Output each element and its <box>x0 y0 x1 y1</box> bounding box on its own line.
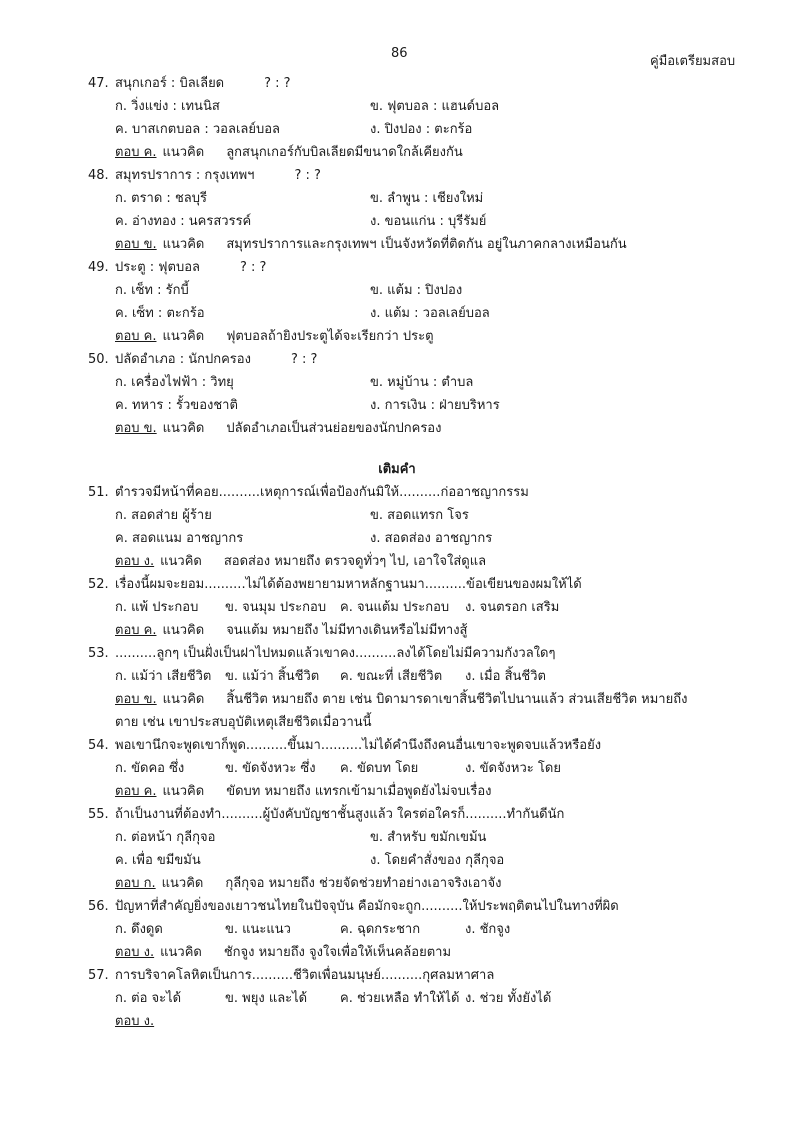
answer-label: ตอบ ข. <box>115 237 157 252</box>
concept-label: แนวคิด <box>161 876 204 891</box>
question-text: ถ้าเป็นงานที่ต้องทำ..........ผู้บังคับบัญชาชั้นสูงแล้ว ใครต่อใครก็..........ทำกันดีนัก <box>115 807 565 822</box>
question-stem <box>88 256 728 279</box>
option-b[interactable]: ข. สำหรับ ขมักเขม้น <box>370 830 487 845</box>
option-b[interactable]: ข. แม้ว่า สิ้นชีวิต <box>225 669 320 684</box>
explanation-text: ลูกสนุกเกอร์กับบิลเลียดมีขนาดใกล้เคียงกัน <box>226 145 463 160</box>
question-text: ประตู : ฟุตบอล <box>115 260 200 275</box>
question-51 <box>88 481 728 573</box>
page-content <box>88 72 728 1033</box>
option-a[interactable]: ก. แม้ว่า เสียชีวิต <box>115 669 212 684</box>
option-c[interactable]: ค. บาสเกตบอล : วอลเลย์บอล <box>115 122 281 137</box>
options-row <box>88 210 728 233</box>
option-d[interactable]: ง. ชักจูง <box>465 922 511 937</box>
question-number: 57. <box>88 968 109 983</box>
question-stem <box>88 72 728 95</box>
option-b[interactable]: ข. สอดแทรก โจร <box>370 508 469 523</box>
question-stem <box>88 164 728 187</box>
question-number: 52. <box>88 577 109 592</box>
answer-label: ตอบ ข. <box>115 692 157 707</box>
option-a[interactable]: ก. สอดส่าย ผู้ร้าย <box>115 508 212 523</box>
question-number: 49. <box>88 260 109 275</box>
option-b[interactable]: ข. ลำพูน : เชียงใหม่ <box>370 191 484 206</box>
question-number: 48. <box>88 168 109 183</box>
explanation-text: จนแต้ม หมายถึง ไม่มีทางเดินหรือไม่มีทางสู้ <box>226 623 468 638</box>
concept-label: แนวคิด <box>162 623 205 638</box>
option-a[interactable]: ก. เซ็ท : รักบี้ <box>115 283 189 298</box>
running-header: คู่มือเตรียมสอบ <box>650 54 736 69</box>
concept-label: แนวคิด <box>162 145 205 160</box>
page-number: 86 <box>391 46 408 61</box>
option-c[interactable]: ค. ทหาร : รั้วของชาติ <box>115 398 238 413</box>
answer-line <box>88 872 728 895</box>
question-text: ปัญหาที่สำคัญยิ่งของเยาวชนไทยในปัจจุบัน คือมักจะถูก..........ให้ประพฤติตนไปในทางที่ผิด <box>115 899 619 914</box>
answer-label: ตอบ ค. <box>115 784 157 799</box>
question-54 <box>88 734 728 803</box>
question-text: สมุทรปราการ : กรุงเทพฯ <box>115 168 255 183</box>
option-a[interactable]: ก. แพ้ ประกอบ <box>115 600 199 615</box>
concept-label: แนวคิด <box>162 784 205 799</box>
answer-label: ตอบ ค. <box>115 145 157 160</box>
option-c[interactable]: ค. เซ็ท : ตะกร้อ <box>115 306 205 321</box>
concept-label: แนวคิด <box>162 692 205 707</box>
question-stem <box>88 481 728 504</box>
answer-label: ตอบ ข. <box>115 421 157 436</box>
question-text: ตำรวจมีหน้าที่คอย..........เหตุการณ์เพื่อป้องกันมิให้..........ก่ออาชญากรรม <box>115 485 529 500</box>
options-row <box>88 371 728 394</box>
question-text: การบริจาคโลหิตเป็นการ..........ชีวิตเพื่อนมนุษย์..........กุศลมหาศาล <box>115 968 495 983</box>
explanation-text: ฟุตบอลถ้ายิงประตูได้จะเรียกว่า ประตู <box>226 329 434 344</box>
section-title: เติมคำ <box>378 462 416 477</box>
option-a[interactable]: ก. วิ่งแข่ง : เทนนิส <box>115 99 220 114</box>
concept-label: แนวคิด <box>162 237 205 252</box>
option-a[interactable]: ก. ขัดคอ ซึ่ง <box>115 761 185 776</box>
answer-label: ตอบ ง. <box>115 945 155 960</box>
answer-line <box>88 1010 728 1033</box>
answer-line <box>88 233 728 256</box>
answer-line <box>88 325 728 348</box>
option-b[interactable]: ข. ฟุตบอล : แฮนด์บอล <box>370 99 500 114</box>
answer-line <box>88 417 728 440</box>
question-47 <box>88 72 728 164</box>
answer-line <box>88 141 728 164</box>
option-c[interactable]: ค. ช่วยเหลือ ทำให้ได้ <box>340 991 460 1006</box>
option-d[interactable]: ง. การเงิน : ฝ่ายบริหาร <box>370 398 500 413</box>
option-d[interactable]: ง. ขอนแก่น : บุรีรัมย์ <box>370 214 487 229</box>
answer-line <box>88 780 728 803</box>
question-52 <box>88 573 728 642</box>
options-row <box>88 527 728 550</box>
option-d[interactable]: ง. ขัดจังหวะ โดย <box>465 761 561 776</box>
option-b[interactable]: ข. แนะแนว <box>225 922 291 937</box>
ratio-placeholder: ? : ? <box>290 352 318 367</box>
answer-label: ตอบ ค. <box>115 623 157 638</box>
explanation-text: ชักจูง หมายถึง จูงใจเพื่อให้เห็นคล้อยตาม <box>223 945 452 960</box>
question-53 <box>88 642 728 734</box>
concept-label: แนวคิด <box>162 329 205 344</box>
question-text: ..........ลูกๆ เป็นฝั่งเป็นฝาไปหมดแล้วเขาคง..........ลงได้โดยไม่มีความกังวลใดๆ <box>115 646 556 661</box>
option-c[interactable]: ค. ฉุดกระชาก <box>340 922 421 937</box>
question-number: 50. <box>88 352 109 367</box>
question-number: 54. <box>88 738 109 753</box>
question-text: สนุกเกอร์ : บิลเลียด <box>115 76 225 91</box>
question-text: เรื่องนี้ผมจะยอม..........ไม่ได้ต้องพยายามหาหลักฐานมา..........ข้อเขียนของผมให้ได้ <box>115 577 582 592</box>
options-row <box>88 279 728 302</box>
explanation-text: สอดส่อง หมายถึง ตรวจดูทั่วๆ ไป, เอาใจใส่ดูแล <box>223 554 487 569</box>
answer-label: ตอบ ง. <box>115 1014 155 1029</box>
question-55 <box>88 803 728 895</box>
question-stem <box>88 642 728 665</box>
question-49 <box>88 256 728 348</box>
question-number: 47. <box>88 76 109 91</box>
option-b[interactable]: ข. หมู่บ้าน : ตำบล <box>370 375 474 390</box>
options-row <box>88 849 728 872</box>
answer-line <box>88 688 728 711</box>
option-a[interactable]: ก. ต่อ จะได้ <box>115 991 182 1006</box>
option-b[interactable]: ข. จนมุม ประกอบ <box>225 600 327 615</box>
option-c[interactable]: ค. ขณะที่ เสียชีวิต <box>340 669 443 684</box>
question-stem <box>88 734 728 757</box>
question-stem <box>88 348 728 371</box>
explanation-text: ปลัดอำเภอเป็นส่วนย่อยของนักปกครอง <box>226 421 442 436</box>
question-number: 55. <box>88 807 109 822</box>
explanation-text: สมุทรปราการและกรุงเทพฯ เป็นจังหวัดที่ติดกัน อยู่ในภาคกลางเหมือนกัน <box>226 237 627 252</box>
question-number: 51. <box>88 485 109 500</box>
question-number: 53. <box>88 646 109 661</box>
question-57 <box>88 964 728 1033</box>
option-d[interactable]: ง. สอดส่อง อาชญากร <box>370 531 493 546</box>
question-50 <box>88 348 728 440</box>
options-row <box>88 394 728 417</box>
options-row <box>88 302 728 325</box>
question-text: พอเขานึกจะพูดเขาก็พูด..........ขึ้นมา..........ไม่ได้คำนึงถึงคนอื่นเขาจะพูดจบแล้วหรือยัง <box>115 738 602 753</box>
question-stem <box>88 964 728 987</box>
option-c[interactable]: ค. เพื่อ ขมีขมัน <box>115 853 201 868</box>
options-row <box>88 187 728 210</box>
options-row <box>88 757 728 780</box>
answer-line <box>88 550 728 573</box>
option-c[interactable]: ค. จนแต้ม ประกอบ <box>340 600 450 615</box>
concept-label: แนวคิด <box>160 945 202 960</box>
concept-label: แนวคิด <box>162 421 205 436</box>
option-c[interactable]: ค. อ่างทอง : นครสวรรค์ <box>115 214 252 229</box>
options-row <box>88 504 728 527</box>
options-row <box>88 826 728 849</box>
options-row <box>88 118 728 141</box>
answer-label: ตอบ ง. <box>115 554 155 569</box>
question-stem <box>88 573 728 596</box>
option-d[interactable]: ง. โดยคำสั่งของ กุลีกุจอ <box>370 853 505 868</box>
option-b[interactable]: ข. ขัดจังหวะ ซึ่ง <box>225 761 316 776</box>
option-b[interactable]: ข. พยุง และได้ <box>225 991 308 1006</box>
options-row <box>88 918 728 941</box>
explanation-continuation: ตาย เช่น เขาประสบอุบัติเหตุเสียชีวิตเมื่อวานนี้ <box>115 715 372 730</box>
explanation-text: กุลีกุจอ หมายถึง ช่วยจัดช่วยทำอย่างเอาจริงเอาจัง <box>225 876 502 891</box>
option-a[interactable]: ก. ต่อหน้า กุลีกุจอ <box>115 830 216 845</box>
options-row <box>88 596 728 619</box>
option-d[interactable]: ง. แต้ม : วอลเลย์บอล <box>370 306 490 321</box>
question-56 <box>88 895 728 964</box>
answer-label: ตอบ ค. <box>115 329 157 344</box>
ratio-placeholder: ? : ? <box>264 76 291 91</box>
option-d[interactable]: ง. จนตรอก เสริม <box>465 600 560 615</box>
question-stem <box>88 803 728 826</box>
option-d[interactable]: ง. เมื่อ สิ้นชีวิต <box>465 669 546 684</box>
option-a[interactable]: ก. ตราด : ชลบุรี <box>115 191 207 206</box>
options-row <box>88 95 728 118</box>
question-48 <box>88 164 728 256</box>
option-a[interactable]: ก. ดึงดูด <box>115 922 163 937</box>
ratio-placeholder: ? : ? <box>294 168 321 183</box>
option-c[interactable]: ค. สอดแนม อาชญากร <box>115 531 244 546</box>
question-number: 56. <box>88 899 109 914</box>
option-c[interactable]: ค. ขัดบท โดย <box>340 761 419 776</box>
answer-line <box>88 941 728 964</box>
option-a[interactable]: ก. เครื่องไฟฟ้า : วิทยุ <box>115 375 234 390</box>
answer-line <box>88 619 728 642</box>
option-b[interactable]: ข. แต้ม : ปิงปอง <box>370 283 463 298</box>
question-text: ปลัดอำเภอ : นักปกครอง <box>115 352 251 367</box>
question-stem <box>88 895 728 918</box>
options-row <box>88 665 728 688</box>
ratio-placeholder: ? : ? <box>239 260 267 275</box>
options-row <box>88 987 728 1010</box>
option-d[interactable]: ง. ช่วย ทั้งยังได้ <box>465 991 552 1006</box>
explanation-text: ขัดบท หมายถึง แทรกเข้ามาเมื่อพูดยังไม่จบเรื่อง <box>226 784 492 799</box>
answer-label: ตอบ ก. <box>115 876 156 891</box>
option-d[interactable]: ง. ปิงปอง : ตะกร้อ <box>370 122 473 137</box>
concept-label: แนวคิด <box>160 554 202 569</box>
explanation-text: สิ้นชีวิต หมายถึง ตาย เช่น บิดามารดาเขาสิ้นชีวิตไปนานแล้ว ส่วนเสียชีวิต หมายถึง <box>226 692 688 707</box>
